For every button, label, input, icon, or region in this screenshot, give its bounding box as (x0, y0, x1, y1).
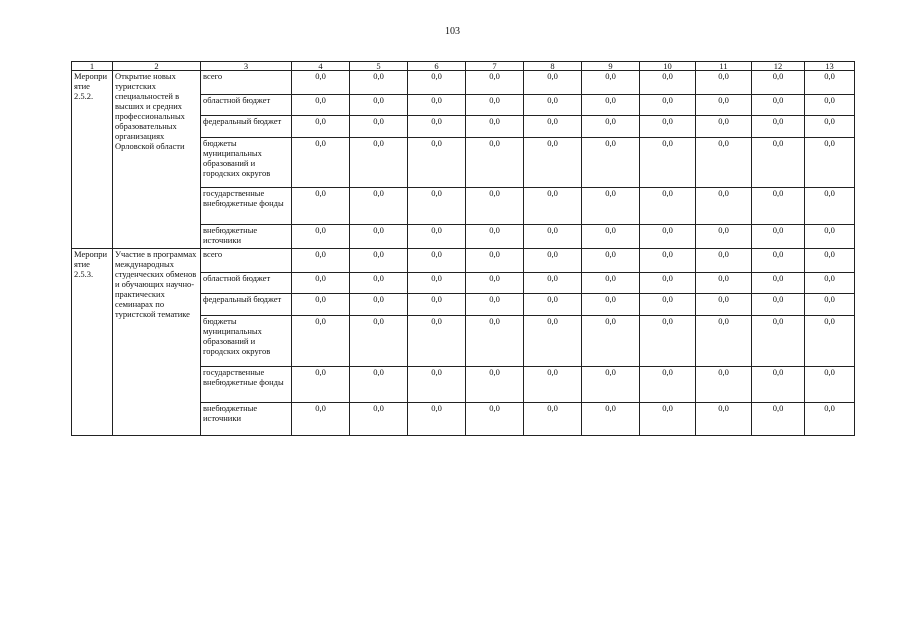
funding-value: 0,0 (350, 71, 408, 95)
funding-value: 0,0 (292, 249, 350, 273)
funding-value: 0,0 (408, 95, 466, 116)
funding-value: 0,0 (350, 367, 408, 403)
column-number-row (72, 62, 855, 71)
funding-value: 0,0 (805, 249, 855, 273)
funding-value: 0,0 (466, 249, 524, 273)
funding-value: 0,0 (408, 225, 466, 249)
funding-value: 0,0 (696, 367, 752, 403)
funding-value: 0,0 (752, 367, 805, 403)
funding-source: областной бюджет (201, 95, 292, 116)
funding-value: 0,0 (466, 116, 524, 138)
funding-value: 0,0 (582, 95, 640, 116)
funding-value: 0,0 (408, 403, 466, 436)
funding-value: 0,0 (524, 138, 582, 188)
funding-value: 0,0 (408, 294, 466, 316)
funding-value: 0,0 (524, 71, 582, 95)
funding-value: 0,0 (752, 188, 805, 225)
funding-source: бюджеты муниципальных образований и городских округов (201, 316, 292, 367)
column-header: 8 (524, 62, 582, 71)
funding-value: 0,0 (466, 273, 524, 294)
column-header: 1 (72, 62, 113, 71)
funding-value: 0,0 (640, 138, 696, 188)
funding-value: 0,0 (752, 116, 805, 138)
funding-source: федеральный бюджет (201, 294, 292, 316)
funding-source: федеральный бюджет (201, 116, 292, 138)
funding-value: 0,0 (640, 95, 696, 116)
funding-value: 0,0 (350, 294, 408, 316)
funding-value: 0,0 (292, 367, 350, 403)
funding-value: 0,0 (292, 95, 350, 116)
activity-name: Открытие новых туристских специальностей в высших и средних профессиональных образовательных организациях Орловской области (113, 71, 201, 249)
funding-value: 0,0 (805, 403, 855, 436)
table-row (72, 71, 855, 95)
funding-value: 0,0 (582, 116, 640, 138)
funding-value: 0,0 (524, 403, 582, 436)
funding-value: 0,0 (640, 71, 696, 95)
funding-value: 0,0 (350, 138, 408, 188)
funding-value: 0,0 (466, 316, 524, 367)
funding-value: 0,0 (696, 188, 752, 225)
funding-value: 0,0 (696, 95, 752, 116)
funding-value: 0,0 (696, 403, 752, 436)
column-header: 2 (113, 62, 201, 71)
funding-value: 0,0 (582, 188, 640, 225)
activity-code: Мероприятие 2.5.2. (72, 71, 113, 249)
column-header: 9 (582, 62, 640, 71)
column-header: 7 (466, 62, 524, 71)
funding-value: 0,0 (408, 367, 466, 403)
activity-code: Мероприятие 2.5.3. (72, 249, 113, 436)
funding-value: 0,0 (752, 95, 805, 116)
funding-value: 0,0 (640, 316, 696, 367)
funding-value: 0,0 (582, 225, 640, 249)
funding-value: 0,0 (408, 249, 466, 273)
funding-value: 0,0 (805, 95, 855, 116)
funding-value: 0,0 (524, 294, 582, 316)
table-body (72, 71, 855, 436)
funding-value: 0,0 (350, 249, 408, 273)
funding-source: внебюджетные источники (201, 225, 292, 249)
funding-value: 0,0 (524, 273, 582, 294)
funding-value: 0,0 (805, 225, 855, 249)
funding-value: 0,0 (466, 403, 524, 436)
funding-value: 0,0 (805, 138, 855, 188)
funding-value: 0,0 (805, 116, 855, 138)
column-header: 3 (201, 62, 292, 71)
funding-value: 0,0 (350, 116, 408, 138)
funding-value: 0,0 (466, 294, 524, 316)
funding-value: 0,0 (350, 225, 408, 249)
funding-value: 0,0 (752, 273, 805, 294)
funding-value: 0,0 (696, 316, 752, 367)
funding-value: 0,0 (805, 294, 855, 316)
funding-value: 0,0 (752, 294, 805, 316)
funding-value: 0,0 (582, 138, 640, 188)
funding-value: 0,0 (640, 294, 696, 316)
funding-source: внебюджетные источники (201, 403, 292, 436)
funding-value: 0,0 (805, 367, 855, 403)
column-header: 13 (805, 62, 855, 71)
funding-value: 0,0 (408, 71, 466, 95)
funding-value: 0,0 (582, 316, 640, 367)
table-row (72, 249, 855, 273)
funding-source: всего (201, 249, 292, 273)
funding-value: 0,0 (292, 138, 350, 188)
funding-value: 0,0 (292, 316, 350, 367)
funding-value: 0,0 (292, 403, 350, 436)
funding-value: 0,0 (805, 188, 855, 225)
funding-value: 0,0 (524, 316, 582, 367)
funding-source: областной бюджет (201, 273, 292, 294)
funding-value: 0,0 (292, 116, 350, 138)
funding-value: 0,0 (350, 188, 408, 225)
column-header: 11 (696, 62, 752, 71)
funding-value: 0,0 (466, 367, 524, 403)
funding-value: 0,0 (696, 294, 752, 316)
funding-value: 0,0 (582, 403, 640, 436)
funding-value: 0,0 (752, 71, 805, 95)
funding-value: 0,0 (752, 225, 805, 249)
funding-value: 0,0 (408, 188, 466, 225)
funding-value: 0,0 (524, 249, 582, 273)
funding-value: 0,0 (466, 71, 524, 95)
funding-value: 0,0 (752, 403, 805, 436)
funding-value: 0,0 (292, 225, 350, 249)
funding-value: 0,0 (640, 367, 696, 403)
funding-value: 0,0 (640, 403, 696, 436)
funding-value: 0,0 (292, 294, 350, 316)
funding-value: 0,0 (752, 138, 805, 188)
column-header: 10 (640, 62, 696, 71)
funding-value: 0,0 (640, 188, 696, 225)
funding-value: 0,0 (752, 249, 805, 273)
funding-value: 0,0 (696, 225, 752, 249)
funding-value: 0,0 (524, 367, 582, 403)
activity-name: Участие в программах международных студенческих обменов и обучающих научно-практических семинарах по туристской тематике (113, 249, 201, 436)
funding-value: 0,0 (582, 71, 640, 95)
funding-source: бюджеты муниципальных образований и городских округов (201, 138, 292, 188)
funding-value: 0,0 (696, 138, 752, 188)
funding-value: 0,0 (466, 188, 524, 225)
column-header: 6 (408, 62, 466, 71)
funding-value: 0,0 (524, 95, 582, 116)
funding-value: 0,0 (408, 273, 466, 294)
funding-value: 0,0 (696, 249, 752, 273)
funding-value: 0,0 (582, 273, 640, 294)
funding-value: 0,0 (408, 316, 466, 367)
funding-value: 0,0 (582, 294, 640, 316)
funding-source: всего (201, 71, 292, 95)
funding-value: 0,0 (350, 95, 408, 116)
funding-value: 0,0 (524, 116, 582, 138)
funding-value: 0,0 (524, 188, 582, 225)
funding-value: 0,0 (466, 138, 524, 188)
column-header: 5 (350, 62, 408, 71)
funding-value: 0,0 (408, 116, 466, 138)
funding-value: 0,0 (752, 316, 805, 367)
funding-value: 0,0 (524, 225, 582, 249)
funding-value: 0,0 (640, 116, 696, 138)
column-header: 4 (292, 62, 350, 71)
funding-value: 0,0 (408, 138, 466, 188)
page-number: 103 (445, 26, 460, 37)
funding-value: 0,0 (292, 273, 350, 294)
funding-value: 0,0 (805, 273, 855, 294)
funding-value: 0,0 (805, 316, 855, 367)
funding-value: 0,0 (350, 403, 408, 436)
funding-value: 0,0 (696, 273, 752, 294)
funding-value: 0,0 (466, 225, 524, 249)
funding-source: государственные внебюджетные фонды (201, 188, 292, 225)
funding-value: 0,0 (805, 71, 855, 95)
funding-value: 0,0 (640, 249, 696, 273)
funding-value: 0,0 (696, 116, 752, 138)
budget-table (71, 61, 855, 436)
funding-value: 0,0 (640, 273, 696, 294)
funding-value: 0,0 (466, 95, 524, 116)
funding-value: 0,0 (640, 225, 696, 249)
funding-value: 0,0 (696, 71, 752, 95)
funding-value: 0,0 (350, 273, 408, 294)
funding-value: 0,0 (292, 71, 350, 95)
funding-source: государственные внебюджетные фонды (201, 367, 292, 403)
funding-value: 0,0 (350, 316, 408, 367)
column-header: 12 (752, 62, 805, 71)
funding-value: 0,0 (292, 188, 350, 225)
funding-value: 0,0 (582, 367, 640, 403)
funding-value: 0,0 (582, 249, 640, 273)
